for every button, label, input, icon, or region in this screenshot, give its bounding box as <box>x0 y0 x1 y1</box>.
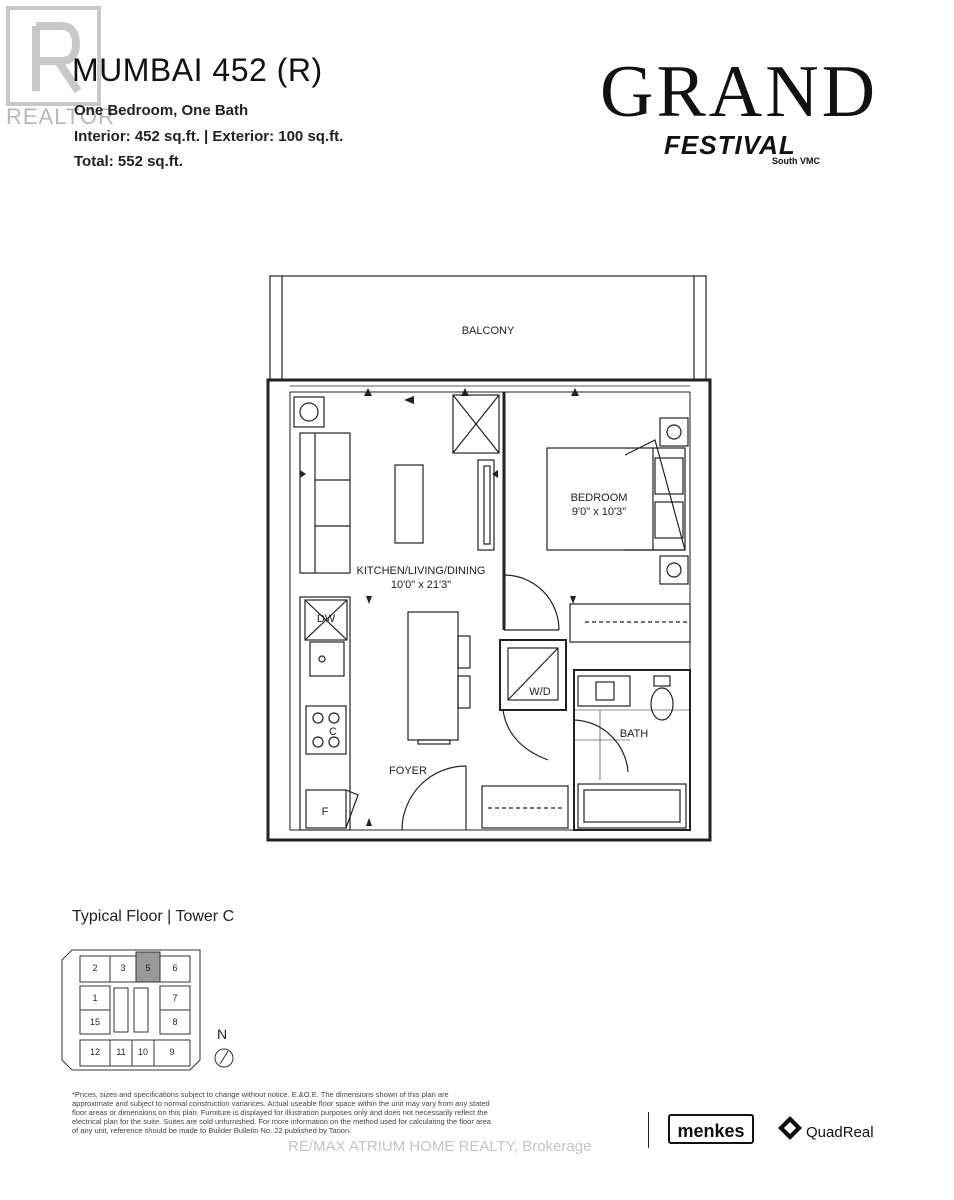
footer-divider <box>648 1112 649 1148</box>
cooktop-label: C <box>329 726 337 738</box>
brokerage-watermark: RE/MAX ATRIUM HOME REALTY, Brokerage <box>288 1138 592 1155</box>
unit-2: 2 <box>92 963 98 973</box>
unit-5: 5 <box>145 963 151 973</box>
bedroom-dims: 9'0" x 10'3" <box>571 506 627 518</box>
brand-logo: GRAND <box>600 51 879 133</box>
balcony-label: BALCONY <box>461 325 515 337</box>
fridge-label: F <box>321 806 329 818</box>
festival-logo: FESTIVAL <box>664 130 796 160</box>
unit-9: 9 <box>169 1047 175 1057</box>
keyplan-title: Typical Floor | Tower C <box>72 908 235 925</box>
unit-6: 6 <box>172 963 178 973</box>
unit-11: 11 <box>116 1047 126 1057</box>
unit-type: One Bedroom, One Bath <box>74 102 249 119</box>
north-indicator: N <box>217 1026 228 1042</box>
unit-10: 10 <box>137 1047 148 1057</box>
kitchen-label: KITCHEN/LIVING/DINING <box>356 565 486 577</box>
disclaimer: *Prices, sizes and specifications subject to change without notice. E.&O.E. The dimensions shown of this plan are approximate and subject to normal construction variances. Actual useable floor space within the unit may vary from any stated floor areas or dimensions on this plan. Furniture is displayed for illustration purposes only and does not necessarily reflect the electrical plan for the suite. Suites are sold unfurnished. For more information on the method used for calculating the floor area of any unit, reference should be made to Builder Bulletin No. 22 published by Tarion. <box>72 1090 491 1135</box>
unit-total: Total: 552 sq.ft. <box>74 153 183 170</box>
unit-1: 1 <box>92 993 98 1003</box>
unit-7: 7 <box>172 993 178 1003</box>
unit-12: 12 <box>89 1047 100 1057</box>
foyer-label: FOYER <box>389 765 427 777</box>
bath-label: BATH <box>619 728 649 740</box>
kitchen-dims: 10'0" x 21'3" <box>390 579 452 591</box>
unit-3: 3 <box>120 963 126 973</box>
unit-area: Interior: 452 sq.ft. | Exterior: 100 sq.ft. <box>74 128 344 145</box>
south-vmc-label: South VMC <box>772 156 820 166</box>
unit-15: 15 <box>89 1017 100 1027</box>
quadreal-logo: QuadReal <box>806 1124 874 1141</box>
realtor-watermark: REALTOR <box>6 104 115 129</box>
dw-label: DW <box>316 613 336 625</box>
unit-8: 8 <box>172 1017 178 1027</box>
unit-title: MUMBAI 452 (R) <box>72 52 323 88</box>
menkes-logo: menkes <box>668 1114 754 1144</box>
bedroom-label: BEDROOM <box>570 492 628 504</box>
quadreal-icon <box>776 1114 804 1142</box>
wd-label: W/D <box>529 686 551 698</box>
